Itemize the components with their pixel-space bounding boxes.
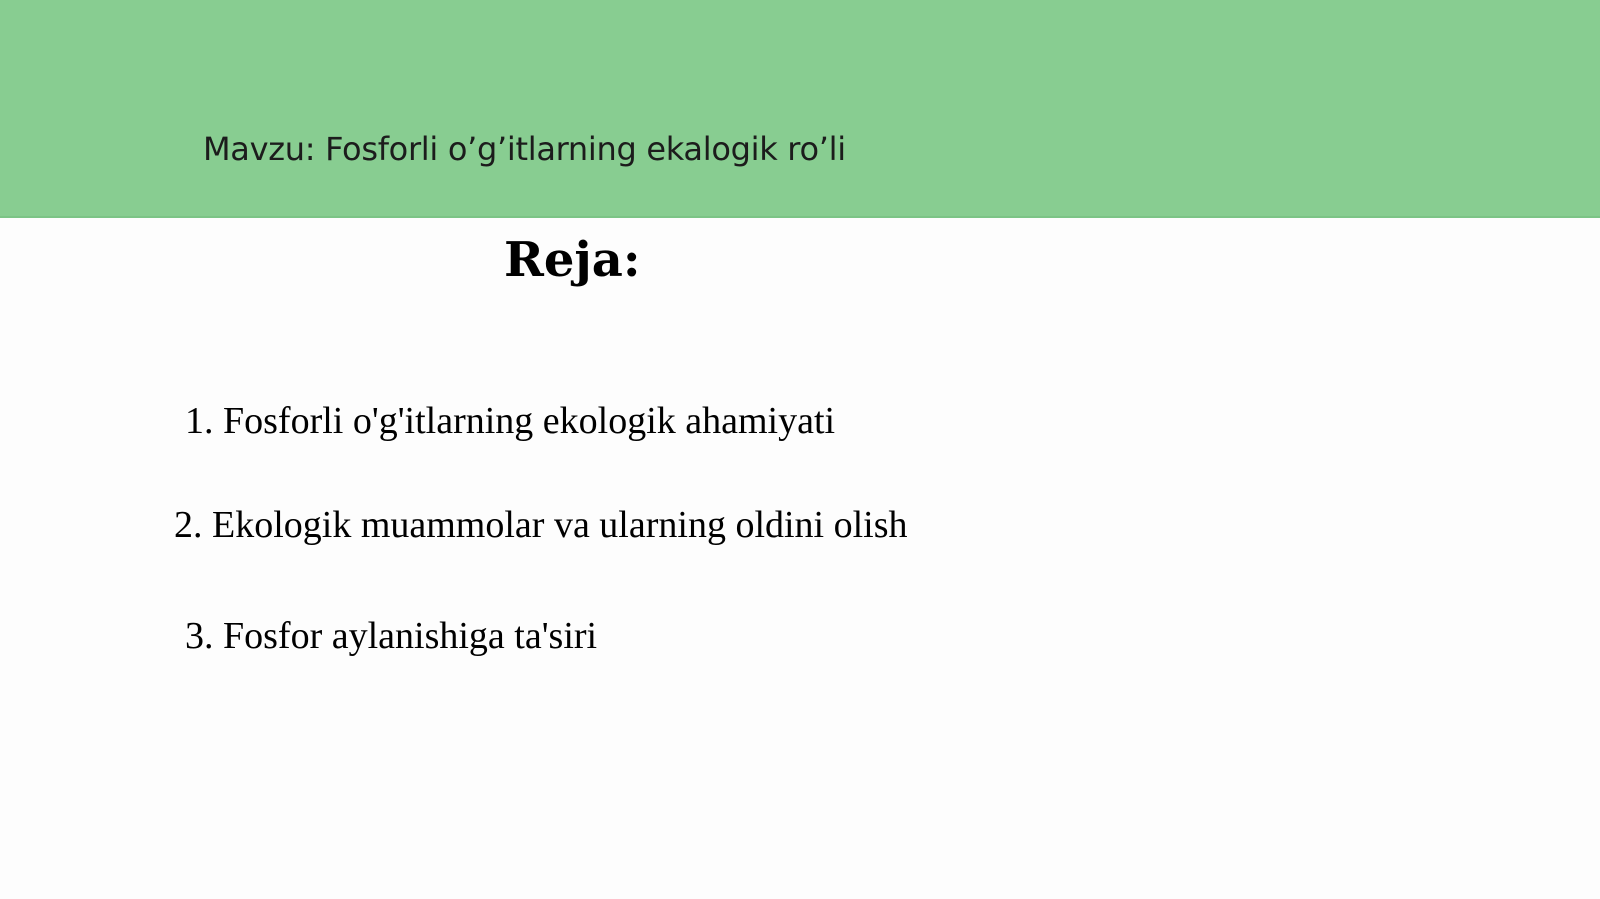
slide-title: Mavzu: Fosforli o’g’itlarning ekalogik ro’li	[203, 130, 846, 168]
plan-item-3: 3. Fosfor aylanishiga ta'siri	[185, 615, 598, 657]
plan-item-1: 1. Fosforli o'g'itlarning ekologik ahamiyati	[185, 400, 836, 442]
header-band	[0, 0, 1600, 218]
plan-item-2: 2. Ekologik muammolar va ularning oldini olish	[174, 504, 908, 546]
plan-heading: Reja:	[504, 232, 641, 288]
